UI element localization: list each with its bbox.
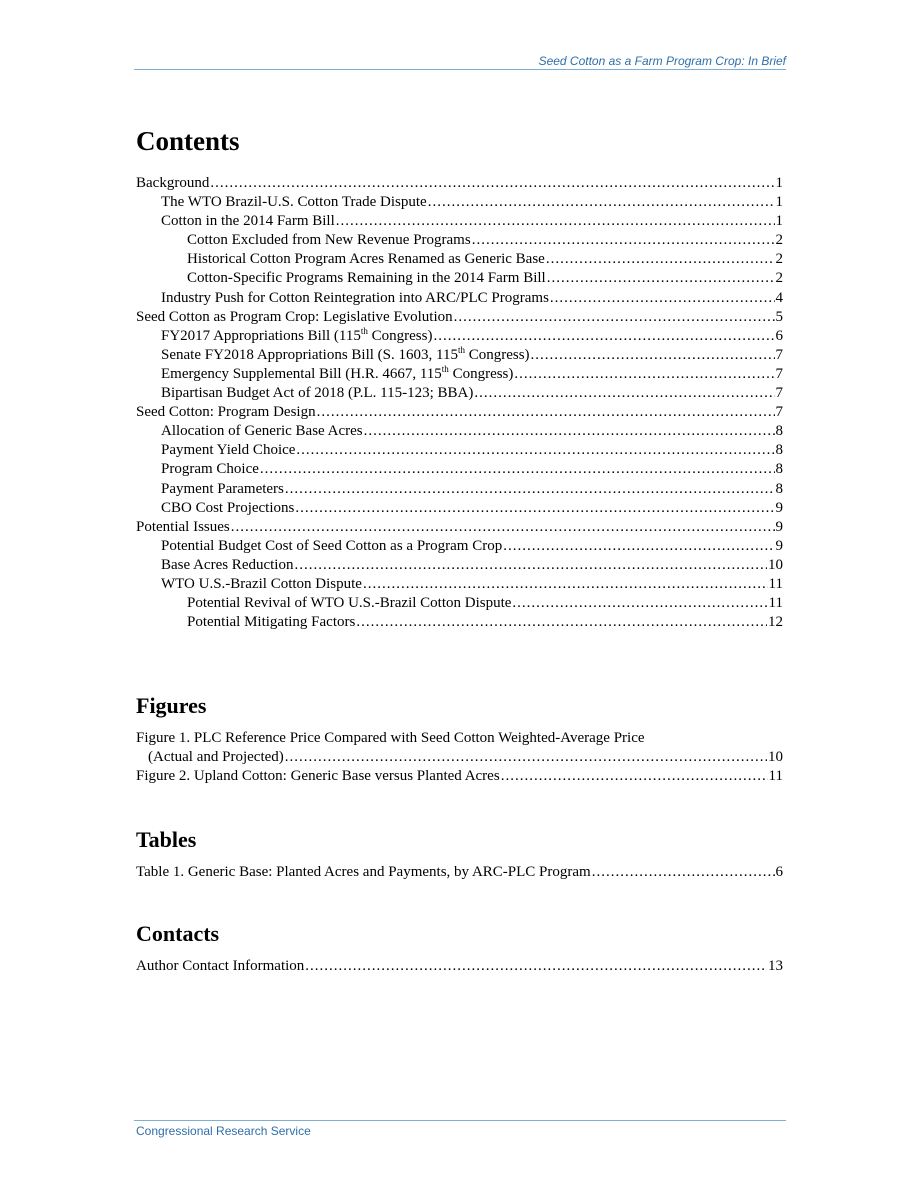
toc-entry-bipartisan-budget-act[interactable]: Bipartisan Budget Act of 2018 (P.L. 115-123; BBA) ..... 7 <box>136 384 783 403</box>
toc-entry-allocation-generic-base[interactable]: Allocation of Generic Base Acres ..... 8 <box>136 422 783 441</box>
contents-list <box>136 174 783 632</box>
toc-entry-cotton-excluded[interactable]: Cotton Excluded from New Revenue Programs ..... 2 <box>136 231 783 250</box>
contents-title: Contents <box>136 126 240 156</box>
toc-entry-background[interactable]: Background ..... 1 <box>136 174 783 193</box>
header-rule <box>134 69 786 70</box>
toc-entry-table-1[interactable]: Table 1. Generic Base: Planted Acres and Payments, by ARC-PLC Program ..... 6 <box>136 863 783 882</box>
toc-entry-wto-dispute[interactable]: The WTO Brazil-U.S. Cotton Trade Dispute ..... 1 <box>136 193 783 212</box>
toc-entry-figure-2[interactable]: Figure 2. Upland Cotton: Generic Base versus Planted Acres ..... 11 <box>136 767 783 786</box>
toc-entry-program-choice[interactable]: Program Choice ..... 8 <box>136 460 783 479</box>
tables-title: Tables <box>136 827 197 852</box>
footer-publisher: Congressional Research Service <box>136 1124 311 1138</box>
figures-title: Figures <box>136 693 207 718</box>
toc-entry-historical-acres[interactable]: Historical Cotton Program Acres Renamed as Generic Base ..... 2 <box>136 250 783 269</box>
toc-entry-cotton-2014-farm-bill[interactable]: Cotton in the 2014 Farm Bill ..... 1 <box>136 212 783 231</box>
toc-entry-legislative-evolution[interactable]: Seed Cotton as Program Crop: Legislative Evolution ..... 5 <box>136 308 783 327</box>
toc-entry-base-acres-reduction[interactable]: Base Acres Reduction ..... 10 <box>136 556 783 575</box>
toc-entry-fy2017-appropriations[interactable]: FY2017 Appropriations Bill (115th Congress) ..... 6 <box>136 327 783 346</box>
toc-entry-industry-push[interactable]: Industry Push for Cotton Reintegration into ARC/PLC Programs ..... 4 <box>136 289 783 308</box>
toc-entry-wto-us-brazil[interactable]: WTO U.S.-Brazil Cotton Dispute ..... 11 <box>136 575 783 594</box>
toc-entry-program-design[interactable]: Seed Cotton: Program Design ..... 7 <box>136 403 783 422</box>
toc-entry-potential-issues[interactable]: Potential Issues ..... 9 <box>136 518 783 537</box>
toc-entry-payment-yield-choice[interactable]: Payment Yield Choice ..... 8 <box>136 441 783 460</box>
toc-entry-figure-1[interactable]: Figure 1. PLC Reference Price Compared with Seed Cotton Weighted-Average Price (Actual and Projected) ..... 10 <box>136 729 783 767</box>
running-header: Seed Cotton as a Farm Program Crop: In Brief <box>538 54 786 68</box>
toc-entry-author-contact[interactable]: Author Contact Information ..... 13 <box>136 957 783 976</box>
toc-entry-potential-budget-cost[interactable]: Potential Budget Cost of Seed Cotton as a Program Crop ..... 9 <box>136 537 783 556</box>
toc-entry-senate-fy2018[interactable]: Senate FY2018 Appropriations Bill (S. 1603, 115th Congress) ..... 7 <box>136 346 783 365</box>
toc-entry-payment-parameters[interactable]: Payment Parameters ..... 8 <box>136 480 783 499</box>
toc-entry-cbo-cost-projections[interactable]: CBO Cost Projections ..... 9 <box>136 499 783 518</box>
toc-entry-emergency-supplemental[interactable]: Emergency Supplemental Bill (H.R. 4667, 115th Congress) ..... 7 <box>136 365 783 384</box>
figures-list <box>136 729 783 786</box>
contacts-title: Contacts <box>136 921 220 946</box>
toc-entry-potential-revival[interactable]: Potential Revival of WTO U.S.-Brazil Cotton Dispute ..... 11 <box>136 594 783 613</box>
contacts-list <box>136 957 783 976</box>
toc-entry-mitigating-factors[interactable]: Potential Mitigating Factors ..... 12 <box>136 613 783 632</box>
footer-rule <box>134 1120 786 1121</box>
tables-list <box>136 863 783 882</box>
toc-entry-cotton-specific-programs[interactable]: Cotton-Specific Programs Remaining in the 2014 Farm Bill ..... 2 <box>136 269 783 288</box>
